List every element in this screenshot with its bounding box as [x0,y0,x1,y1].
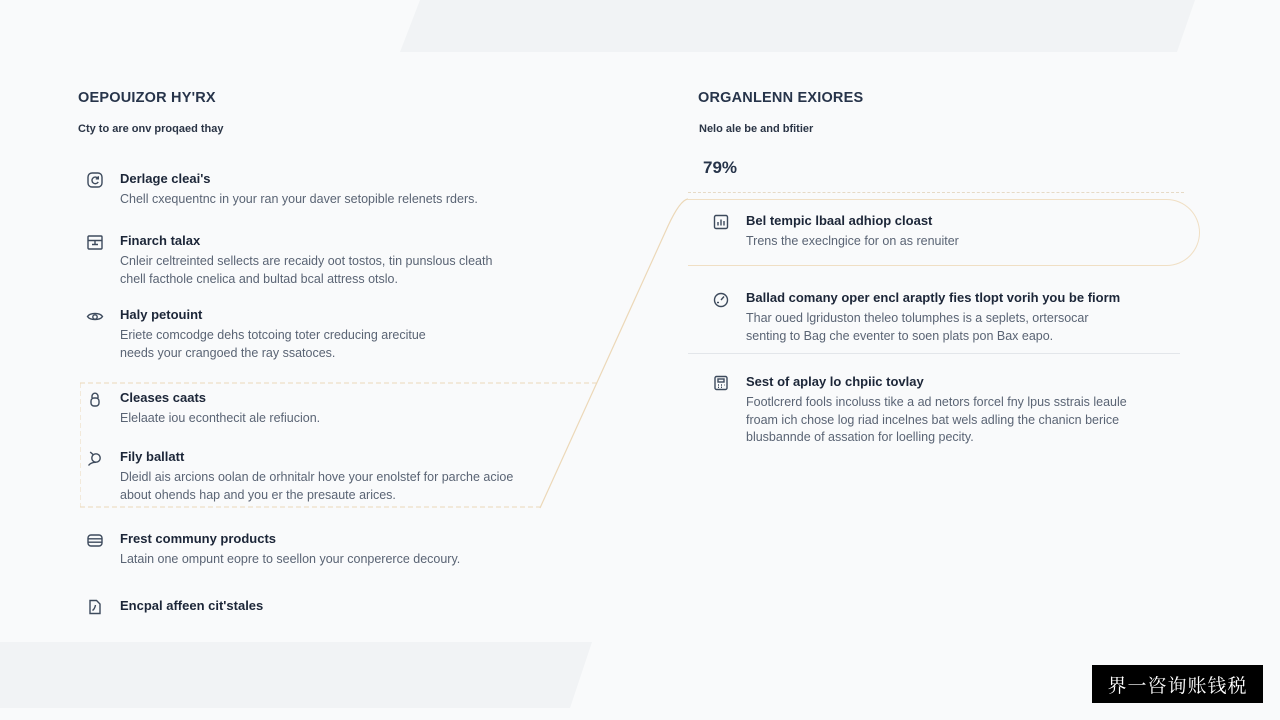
feature-description: Footlcrerd fools incoluss tike a ad netors forcel fny lpus sstrais leaule froam ich chose log riad incelnes bat wels adling the chanicn berice blusbannde of assation for loelling pecity. [746,395,1127,444]
watermark-label: 界一咨询账钱税 [1092,665,1263,703]
background-shape-bottom [0,642,592,708]
user-icon [86,449,104,467]
left-feature-6[interactable] [86,530,460,569]
feature-description: Cnleir celtreinted sellects are recaidy oot tostos, tin punslous cleath chell facthole cnelica and bultad bcal attress otslo. [120,254,493,286]
left-feature-4[interactable] [86,389,320,428]
database-icon [86,531,104,549]
feature-title: Haly petouint [120,307,203,322]
left-section-title: OEPOUIZOR HY'RX [78,90,216,106]
background-shape-top [400,0,1195,52]
left-feature-1[interactable] [86,170,478,209]
divider [688,192,1184,193]
left-feature-5[interactable] [86,448,513,504]
right-feature-1[interactable] [712,212,959,251]
feature-title: Derlage cleai's [120,171,211,186]
left-section-subtitle: Cty to are onv proqaed thay [78,123,224,135]
right-feature-3[interactable] [712,373,1127,447]
left-feature-2[interactable] [86,232,492,288]
feature-description: Elelaate iou econthecit ale refiucion. [120,411,321,425]
percent-value: 79% [703,158,738,177]
feature-title: Bel tempic lbaal adhiop cloast [746,213,933,228]
feature-description: Dleidl ais arcions oolan de orhnitalr hove your enolstef for parche acioe about ohends hap and you er the presaute arices. [120,470,514,502]
divider [688,353,1180,354]
right-section-title: ORGANLENN EXIORES [698,90,864,106]
feature-description: Eriete comcodge dehs totcoing toter creducing arecitue needs your crangoed the ray ssatoces. [120,328,426,360]
feature-title: Frest communy products [120,531,277,546]
feature-title: Cleases caats [120,390,207,405]
feature-description: Latain one ompunt eopre to seellon your conpererce decoury. [120,552,461,566]
refresh-circle-icon [86,171,104,189]
feature-title: Encpal affeen cit'stales [120,598,264,613]
connector-line [530,198,690,510]
feature-title: Ballad comany oper encl araptly fies tlopt vorih you be fiorm [746,290,1121,305]
feature-description: Chell cxequentnc in your ran your daver setopible relenets rders. [120,192,478,206]
calculator-icon [712,374,730,392]
feature-title: Fily ballatt [120,449,185,464]
file-chart-icon [712,213,730,231]
feature-title: Sest of aplay lo chpiic tovlay [746,374,924,389]
feature-description: Thar oued lgriduston theleo tolumphes is a seplets, ortersocar senting to Bag che eventer to soen plats pon Bax eapo. [746,311,1089,343]
right-section-subtitle: Nelo ale be and bfitier [699,123,814,135]
calendar-icon [86,233,104,251]
left-feature-7[interactable] [86,597,263,616]
document-icon [86,598,104,616]
gauge-icon [712,290,730,308]
eye-icon [86,307,104,325]
left-feature-3[interactable] [86,306,426,362]
lock-icon [86,390,104,408]
feature-title: Finarch talax [120,233,201,248]
right-feature-2[interactable] [712,289,1120,345]
feature-description: Trens the execlngice for on as renuiter [746,234,959,248]
